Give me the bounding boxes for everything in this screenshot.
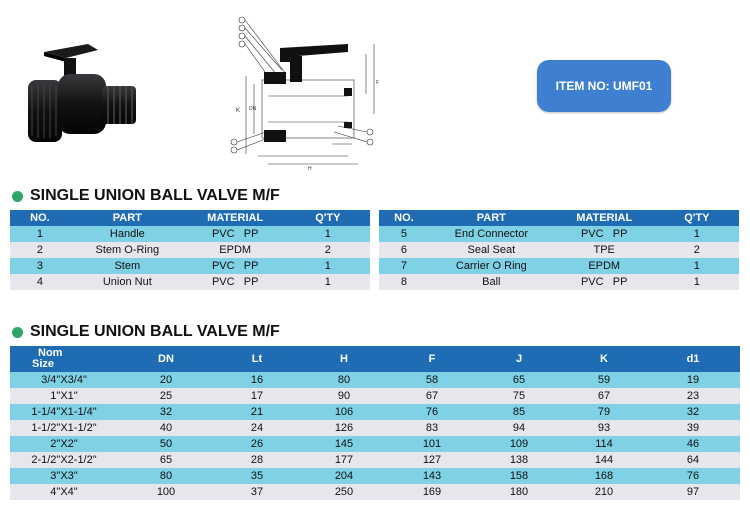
table-row — [379, 226, 740, 242]
cell-qty: 1 — [655, 226, 740, 242]
cell-dn: 40 — [118, 420, 214, 436]
parts-table-left — [10, 210, 371, 290]
cell-no: 4 — [10, 274, 70, 290]
cell-lt: 28 — [214, 452, 300, 468]
cell-part: Handle — [70, 226, 185, 242]
cell-dn: 20 — [118, 372, 214, 388]
cell-lt: 26 — [214, 436, 300, 452]
green-bullet-icon — [12, 327, 23, 338]
cell-dn: 50 — [118, 436, 214, 452]
header-f: F — [388, 346, 476, 372]
header-d1: d1 — [646, 346, 740, 372]
cell-d1: 76 — [646, 468, 740, 484]
cell-k: 144 — [562, 452, 646, 468]
cell-j: 180 — [476, 484, 562, 500]
cell-size: 2-1/2"X2-1/2" — [10, 452, 118, 468]
cell-dn: 32 — [118, 404, 214, 420]
cell-size: 1-1/2"X1-1/2" — [10, 420, 118, 436]
item-number-label: ITEM NO: — [555, 79, 610, 93]
cell-d1: 46 — [646, 436, 740, 452]
cell-d1: 97 — [646, 484, 740, 500]
cell-size: 1-1/4"X1-1/4" — [10, 404, 118, 420]
cell-f: 83 — [388, 420, 476, 436]
technical-drawing — [228, 14, 388, 174]
cell-j: 94 — [476, 420, 562, 436]
cell-lt: 24 — [214, 420, 300, 436]
cell-material: EPDM — [185, 242, 286, 258]
cell-dn: 80 — [118, 468, 214, 484]
cell-no: 8 — [379, 274, 429, 290]
cell-h: 177 — [300, 452, 388, 468]
cell-part: Stem — [70, 258, 185, 274]
cell-k: 79 — [562, 404, 646, 420]
svg-text:H: H — [308, 166, 312, 172]
cell-h: 204 — [300, 468, 388, 484]
cell-qty: 2 — [286, 242, 371, 258]
header-j: J — [476, 346, 562, 372]
cell-size: 3/4"X3/4" — [10, 372, 118, 388]
cell-j: 75 — [476, 388, 562, 404]
cell-j: 109 — [476, 436, 562, 452]
cell-k: 114 — [562, 436, 646, 452]
table-row — [10, 436, 740, 452]
cell-j: 138 — [476, 452, 562, 468]
cell-f: 101 — [388, 436, 476, 452]
svg-text:DN: DN — [249, 106, 257, 112]
header-part: PART — [429, 210, 554, 226]
cell-dn: 100 — [118, 484, 214, 500]
item-number-badge — [537, 60, 671, 112]
cell-d1: 19 — [646, 372, 740, 388]
cell-no: 3 — [10, 258, 70, 274]
table-row — [10, 258, 371, 274]
cell-part: End Connector — [429, 226, 554, 242]
table-row — [10, 226, 371, 242]
size-table — [10, 346, 740, 500]
header-h: H — [300, 346, 388, 372]
cell-size: 3"X3" — [10, 468, 118, 484]
cell-h: 145 — [300, 436, 388, 452]
cell-material: PVC PP — [554, 274, 655, 290]
cell-dn: 25 — [118, 388, 214, 404]
header-k: K — [562, 346, 646, 372]
table-row — [10, 372, 740, 388]
parts-table-right — [379, 210, 740, 290]
cell-lt: 21 — [214, 404, 300, 420]
cell-lt: 16 — [214, 372, 300, 388]
cell-no: 6 — [379, 242, 429, 258]
cell-qty: 1 — [286, 258, 371, 274]
cell-size: 4"X4" — [10, 484, 118, 500]
product-photo — [22, 40, 144, 158]
cell-k: 59 — [562, 372, 646, 388]
size-title-text: SINGLE UNION BALL VALVE M/F — [30, 323, 280, 340]
cell-h: 80 — [300, 372, 388, 388]
cell-h: 106 — [300, 404, 388, 420]
cell-j: 85 — [476, 404, 562, 420]
header-qty: Q'TY — [655, 210, 740, 226]
cell-j: 65 — [476, 372, 562, 388]
cell-lt: 37 — [214, 484, 300, 500]
table-row — [379, 274, 740, 290]
cell-qty: 2 — [655, 242, 740, 258]
cell-qty: 1 — [655, 258, 740, 274]
table-row — [10, 420, 740, 436]
cell-f: 169 — [388, 484, 476, 500]
header-qty: Q'TY — [286, 210, 371, 226]
cell-no: 1 — [10, 226, 70, 242]
cell-part: Union Nut — [70, 274, 185, 290]
table-row — [10, 242, 371, 258]
cell-material: PVC PP — [185, 274, 286, 290]
cell-qty: 1 — [655, 274, 740, 290]
cell-material: PVC PP — [185, 226, 286, 242]
cell-part: Carrier O Ring — [429, 258, 554, 274]
table-row — [379, 242, 740, 258]
table-row — [10, 452, 740, 468]
parts-section-title — [12, 187, 280, 205]
cell-material: PVC PP — [185, 258, 286, 274]
cell-no: 2 — [10, 242, 70, 258]
cell-d1: 23 — [646, 388, 740, 404]
cell-size: 2"X2" — [10, 436, 118, 452]
cell-material: TPE — [554, 242, 655, 258]
green-bullet-icon — [12, 191, 23, 202]
cell-qty: 1 — [286, 274, 371, 290]
parts-title-text: SINGLE UNION BALL VALVE M/F — [30, 187, 280, 204]
cell-no: 7 — [379, 258, 429, 274]
table-row — [10, 274, 371, 290]
svg-text:F: F — [376, 80, 380, 86]
table-row — [10, 388, 740, 404]
cell-d1: 32 — [646, 404, 740, 420]
header-lt: Lt — [214, 346, 300, 372]
header-no: NO. — [10, 210, 70, 226]
cell-lt: 17 — [214, 388, 300, 404]
table-row — [10, 468, 740, 484]
cell-material: PVC PP — [554, 226, 655, 242]
cell-k: 93 — [562, 420, 646, 436]
svg-text:K: K — [236, 108, 241, 114]
cell-part: Stem O-Ring — [70, 242, 185, 258]
cell-size: 1"X1" — [10, 388, 118, 404]
cell-f: 143 — [388, 468, 476, 484]
cell-f: 127 — [388, 452, 476, 468]
header-material: MATERIAL — [554, 210, 655, 226]
header-no: NO. — [379, 210, 429, 226]
cell-no: 5 — [379, 226, 429, 242]
cell-k: 210 — [562, 484, 646, 500]
header-dn: DN — [118, 346, 214, 372]
header-part: PART — [70, 210, 185, 226]
cell-h: 126 — [300, 420, 388, 436]
cell-f: 76 — [388, 404, 476, 420]
cell-lt: 35 — [214, 468, 300, 484]
cell-part: Seal Seat — [429, 242, 554, 258]
cell-f: 58 — [388, 372, 476, 388]
item-number-code: UMF01 — [613, 79, 653, 93]
cell-d1: 64 — [646, 452, 740, 468]
table-row — [10, 404, 740, 420]
header-nom: Nom — [38, 347, 63, 359]
cell-h: 250 — [300, 484, 388, 500]
header-material: MATERIAL — [185, 210, 286, 226]
header-size: Size — [32, 358, 55, 370]
cell-j: 158 — [476, 468, 562, 484]
table-row — [379, 258, 740, 274]
cell-qty: 1 — [286, 226, 371, 242]
cell-k: 67 — [562, 388, 646, 404]
cell-f: 67 — [388, 388, 476, 404]
cell-part: Ball — [429, 274, 554, 290]
size-section-title — [12, 323, 280, 341]
table-row — [10, 484, 740, 500]
cell-h: 90 — [300, 388, 388, 404]
cell-d1: 39 — [646, 420, 740, 436]
header-nom-size — [10, 346, 118, 372]
cell-k: 168 — [562, 468, 646, 484]
cell-dn: 65 — [118, 452, 214, 468]
cell-material: EPDM — [554, 258, 655, 274]
